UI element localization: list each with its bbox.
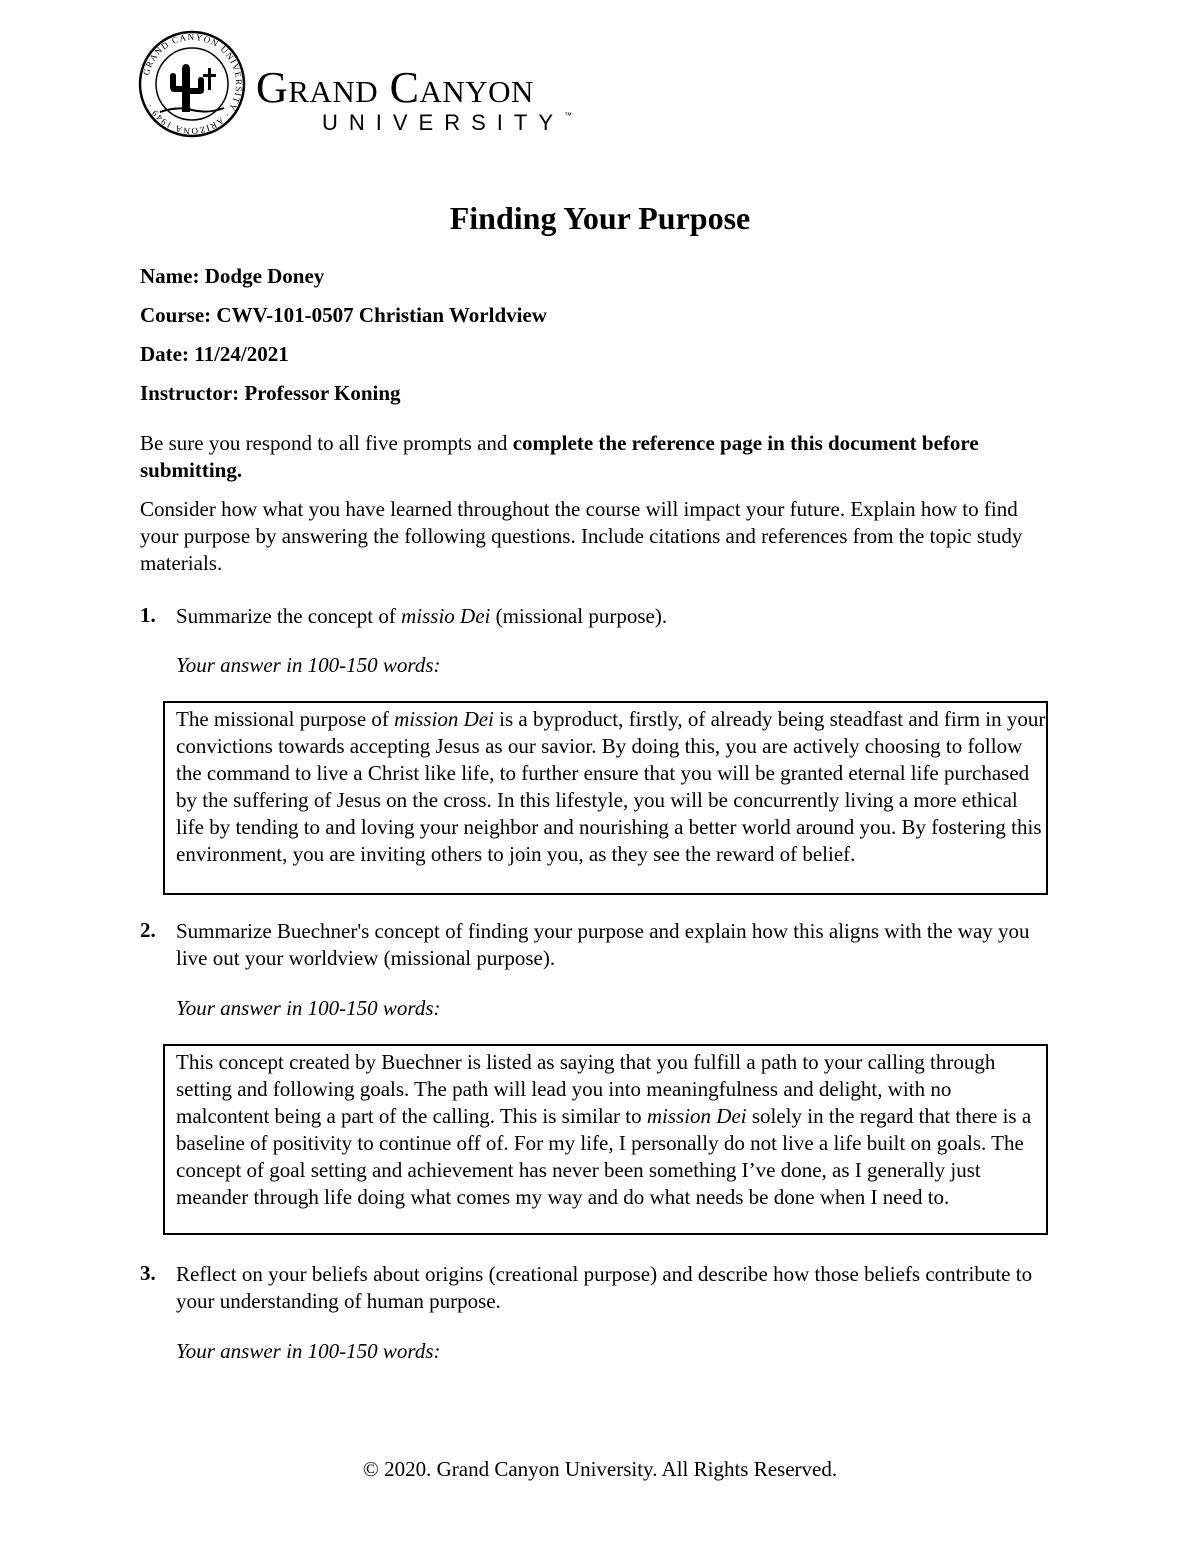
consider-paragraph: Consider how what you have learned throughout the course will impact your future. Explain how to find your purpose by answering the following questions. Include citations and references from the topic study materials. <box>140 497 1023 575</box>
instructions-paragraph <box>140 430 1060 484</box>
page-title: Finding Your Purpose <box>449 200 751 236</box>
instructions-lead: Be sure you respond to all five prompts and <box>140 431 513 455</box>
university-logo <box>138 30 658 140</box>
answer-label: Your answer in 100-150 words: <box>176 996 441 1020</box>
date: Date: 11/24/2021 <box>140 342 289 366</box>
answer-text: The missional purpose of <box>176 707 395 731</box>
answer-italic: mission Dei <box>394 707 494 731</box>
answer-label: Your answer in 100-150 words: <box>176 653 441 677</box>
copyright-footer: © 2020. Grand Canyon University. All Rights Reserved. <box>362 1457 838 1481</box>
answer-text: This concept created by Buechner is listed as saying that you fulfill a path to your calling through setting and following goals. The path will lead you into meaningfulness and delight, with no malcontent being a part of the calling. This is similar to <box>176 1050 996 1128</box>
svg-text:GRAND CANYON UNIVERSITY · ARIZ: GRAND CANYON UNIVERSITY · ARIZONA 1949 · <box>140 31 245 137</box>
question-number: 3. <box>140 1261 156 1285</box>
question-text <box>176 603 1056 630</box>
question-text-part: Summarize the concept of <box>176 604 402 628</box>
student-name: Name: Dodge Doney <box>140 264 325 288</box>
question-text-italic: missio Dei <box>401 604 491 628</box>
question-text: Summarize Buechner's concept of finding your purpose and explain how this aligns with the way you live out your worldview (missional purpose). <box>176 919 1030 970</box>
question-number: 1. <box>140 603 156 627</box>
answer-italic: mission Dei <box>646 1104 747 1128</box>
course-name: Course: CWV-101-0507 Christian Worldview <box>140 303 547 327</box>
logo-subtitle-text: UNIVERSITY <box>322 110 565 135</box>
university-seal-icon <box>138 30 246 138</box>
answer-text: is a byproduct, firstly, of already being steadfast and firm in your convictions towards accepting Jesus as our savior. By doing this, you are actively choosing to follow the command to live a Christ like life, to further ensure that you will be granted eternal life purchased by the suffering of Jesus on the cross. In this lifestyle, you will be concurrently living a more ethical life by tending to and loving your neighbor and nourishing a better world around you. By fostering this environment, you are inviting others to join you, as they see the reward of belief. <box>176 707 1046 866</box>
logo-subtitle <box>322 112 572 134</box>
question-text-part: (missional purpose). <box>490 604 668 628</box>
trademark-symbol: ™ <box>564 111 573 120</box>
answer-text: solely in the regard that there is a baseline of positivity to continue off of. For my life, I personally do not live a life built on goals. The concept of goal setting and achievement has never been something I’ve done, as I generally just meander through life doing what comes my way and do what needs be done when I need to. <box>176 1104 1032 1209</box>
logo-wordmark: Grand Canyon <box>256 63 534 112</box>
instructions-bold: complete the reference page in this document before submitting. <box>140 431 979 482</box>
answer-box[interactable] <box>163 701 1048 895</box>
answer-box[interactable] <box>163 1044 1048 1235</box>
instructor: Instructor: Professor Koning <box>140 381 401 405</box>
question-number: 2. <box>140 918 156 942</box>
answer-label: Your answer in 100-150 words: <box>176 1339 441 1363</box>
question-text: Reflect on your beliefs about origins (creational purpose) and describe how those beliefs contribute to your understanding of human purpose. <box>176 1262 1033 1313</box>
